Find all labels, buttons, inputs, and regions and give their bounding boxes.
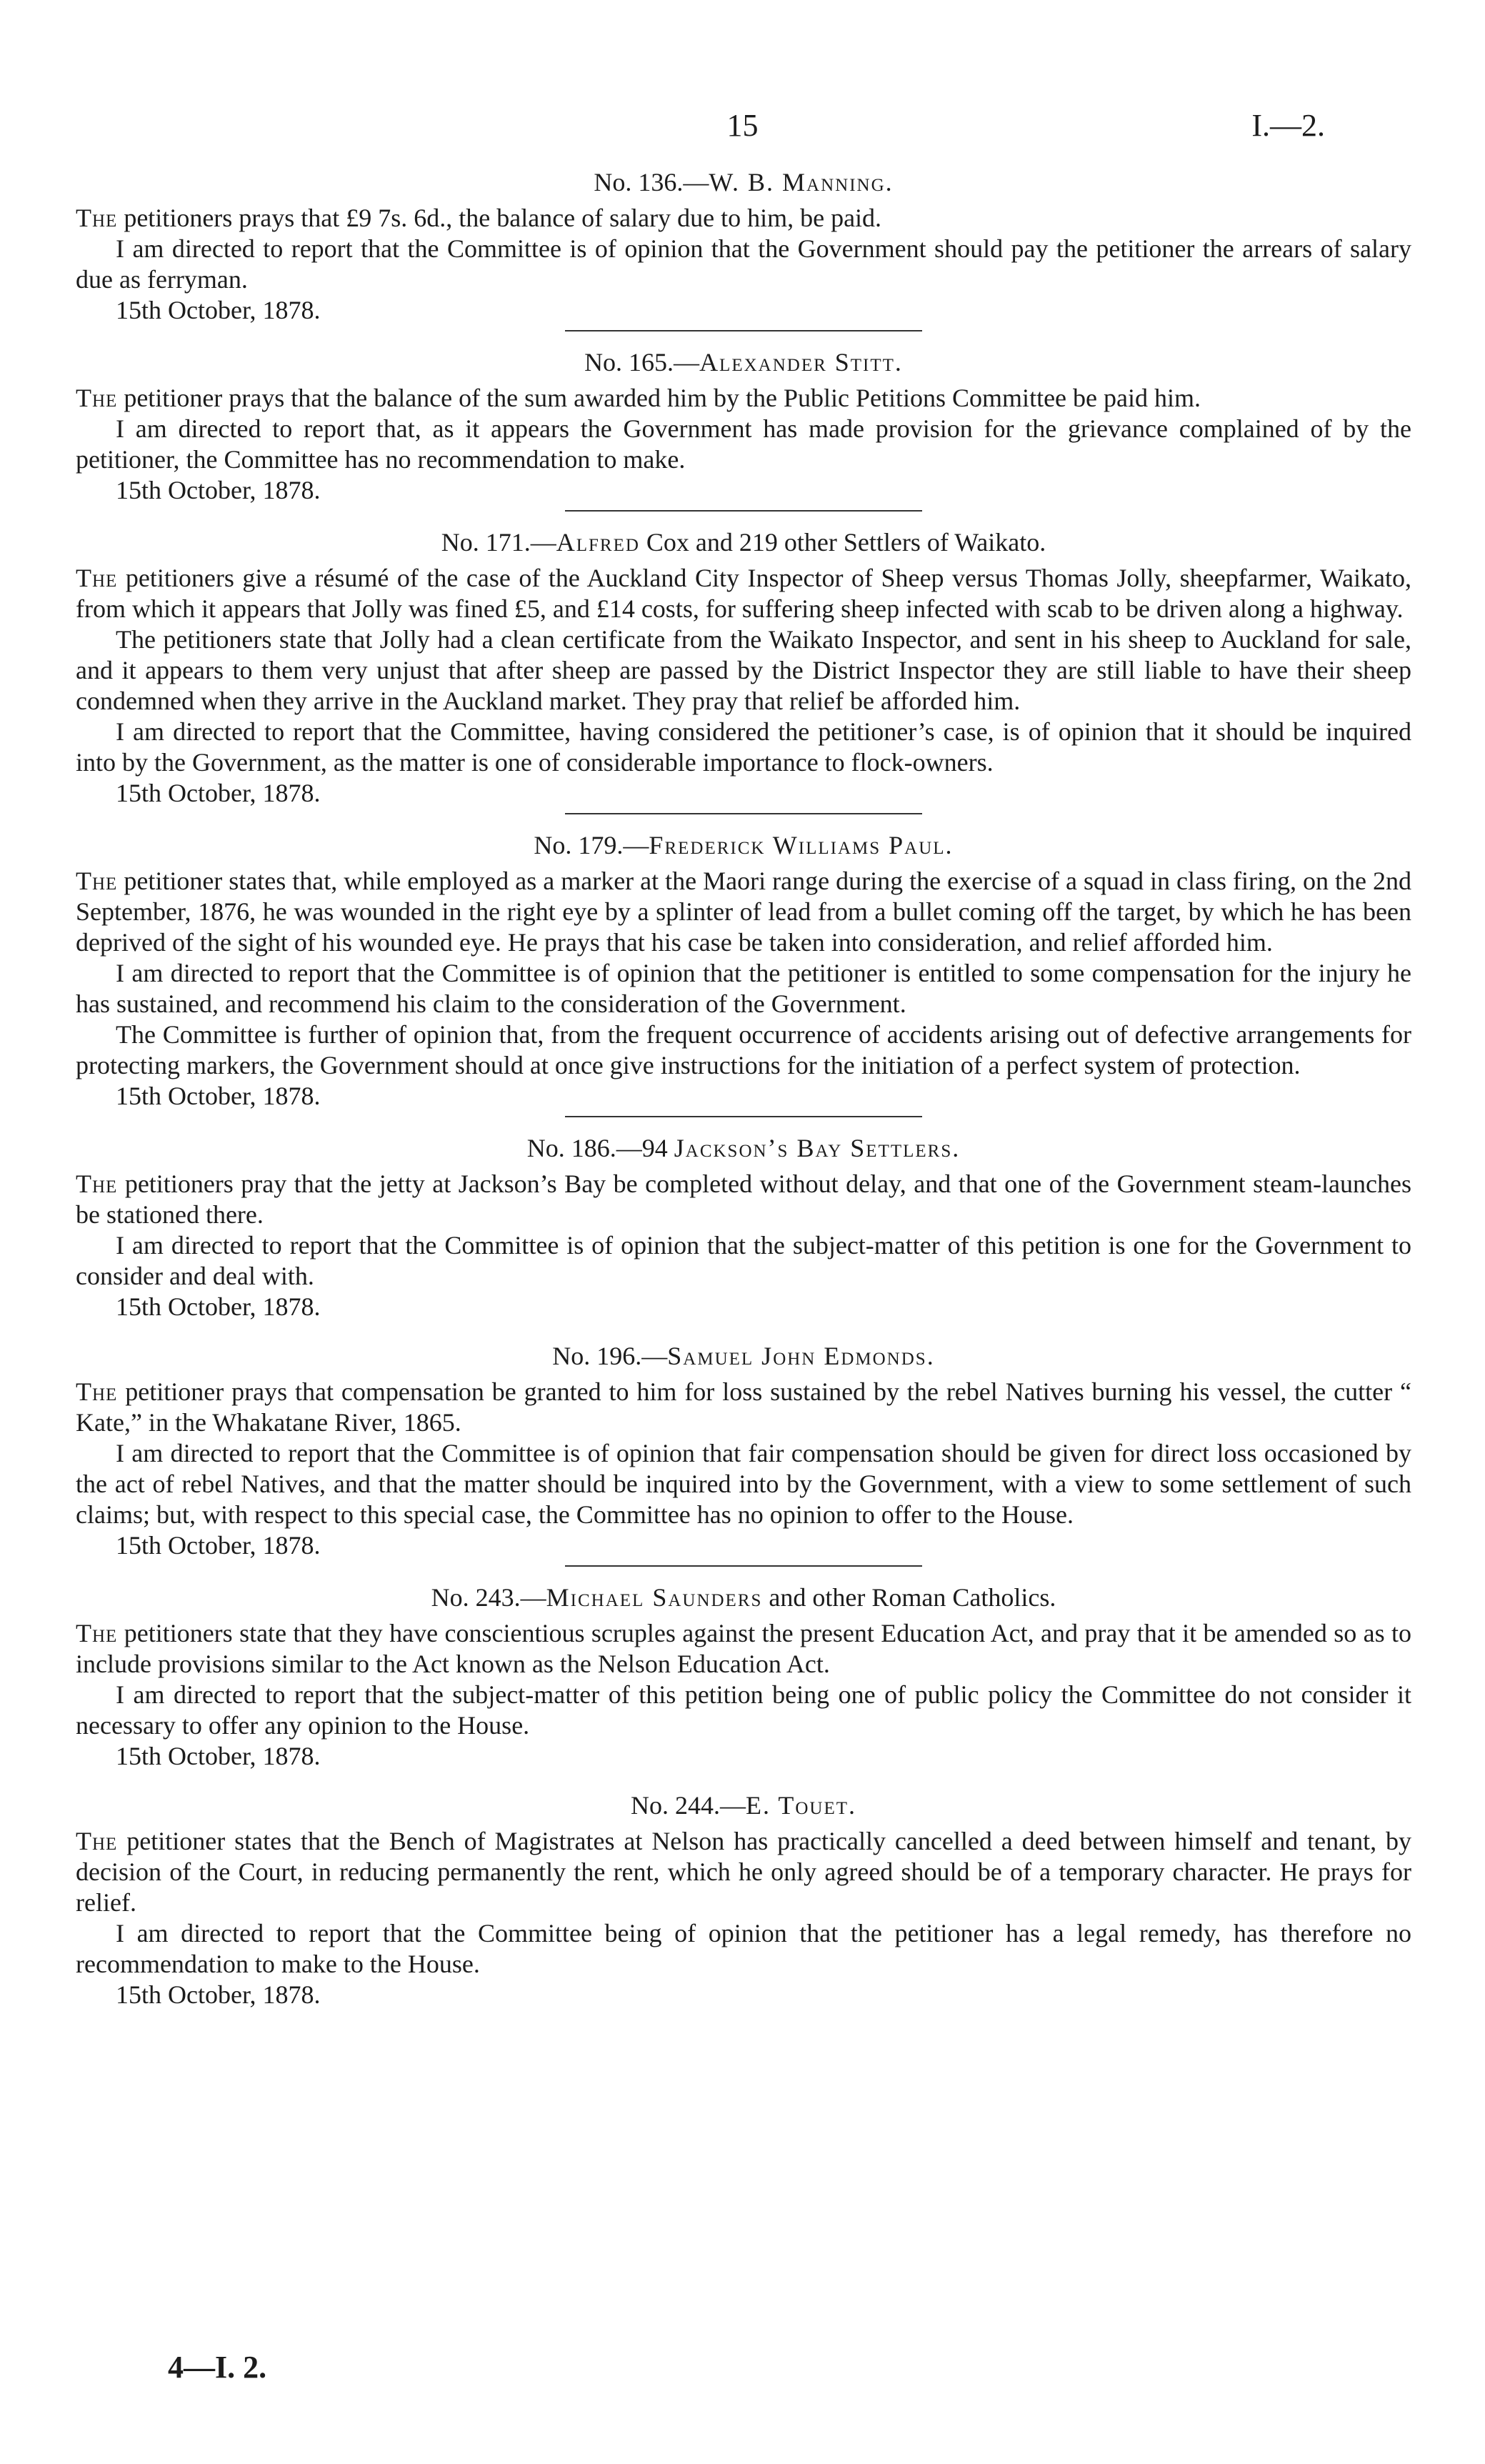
committee-report: I am directed to report that the Committee is of opinion that fair compensation should be given for direct loss occasioned by the act of rebel Natives, and that the matter should be inquired into by the Government, with a view to some settlement of such claims; but, with respect to this special case, the Committee has no opinion to offer to the House.	[76, 1439, 1411, 1529]
committee-report: I am directed to report that the Committee is of opinion that the petitioner is entitled to some compensation for the injury he has sustained, and recommend his claim to the consideration of the Government.	[76, 959, 1411, 1018]
petition-section	[76, 829, 1411, 1117]
paragraph-text: petitioners pray that the jetty at Jackson’s Bay be completed without delay, and that one of the Government steam-launches be stationed there.	[76, 1169, 1411, 1229]
section-divider	[565, 510, 922, 512]
committee-report: The Committee is further of opinion that, from the frequent occurrence of accidents arising out of defective arrangements for protecting markers, the Government should at once give instructions for the initiation of a perfect system of protection.	[76, 1020, 1411, 1079]
section-divider	[565, 1116, 922, 1117]
lead-word: The	[76, 1827, 118, 1855]
committee-report: I am directed to report that the subject-matter of this petition being one of public policy the Committee do not consider it necessary to offer any opinion to the House.	[76, 1680, 1411, 1740]
committee-report: I am directed to report that the Committee being of opinion that the petitioner has a legal remedy, has therefore no recommendation to make to the House.	[76, 1919, 1411, 1978]
petition-section	[76, 1340, 1411, 1567]
committee-report: I am directed to report that, as it appears the Government has made provision for the grievance complained of by the petitioner, the Committee has no recommendation to make.	[76, 414, 1411, 474]
paragraph-text: petitioner states that, while employed as a marker at the Maori range during the exercise of a squad in class firing, on the 2nd September, 1876, he was wounded in the right eye by a splinter of lead from a bullet coming off the target, by which he has been deprived of the sight of his wounded eye. He prays that his case be taken into consideration, and relief afforded him.	[76, 867, 1411, 957]
paragraph-text: petitioner prays that the balance of the sum awarded him by the Public Petitions Committee be paid him.	[117, 384, 1201, 412]
committee-report: I am directed to report that the Committee is of opinion that the Government should pay the petitioner the arrears of salary due as ferryman.	[76, 234, 1411, 294]
petition-title	[76, 1132, 1411, 1164]
petition-title	[76, 829, 1411, 862]
petition-title	[76, 166, 1411, 199]
section-divider	[565, 1565, 922, 1567]
report-date: 15th October, 1878.	[116, 1980, 321, 2009]
petitioner-name: Alfred	[556, 528, 640, 557]
paragraph-text: petitioner prays that compensation be granted to him for loss sustained by the rebel Natives burning his vessel, the cutter “ Kate,” in the Whakatane River, 1865.	[76, 1377, 1411, 1437]
report-date: 15th October, 1878.	[116, 476, 321, 504]
lead-word: The	[76, 1169, 118, 1198]
petitioner-name: Frederick Williams Paul.	[649, 831, 954, 859]
report-date: 15th October, 1878.	[116, 1082, 321, 1110]
petition-summary	[76, 383, 1411, 414]
petition-number: No. 196.—	[552, 1342, 668, 1370]
section-divider	[565, 330, 922, 331]
petition-summary	[76, 866, 1411, 958]
petition-number: No. 244.—	[631, 1791, 746, 1820]
petition-section	[76, 1789, 1411, 2010]
petition-title	[76, 1340, 1411, 1372]
report-date: 15th October, 1878.	[116, 779, 321, 807]
petition-summary	[76, 563, 1411, 624]
petition-title	[76, 526, 1411, 559]
report-date: 15th October, 1878.	[116, 1531, 321, 1560]
petition-number: No. 179.—	[534, 831, 649, 859]
petition-summary	[76, 1826, 1411, 1918]
petition-summary	[76, 203, 1411, 234]
petitions-column	[76, 166, 1411, 2010]
paragraph-text: petitioner states that the Bench of Magistrates at Nelson has practically cancelled a deed between himself and tenant, by decision of the Court, in reducing permanently the rent, which he only agreed should be of a temporary character. He prays for relief.	[76, 1827, 1411, 1917]
page-number: 15	[726, 108, 759, 143]
lead-word: The	[76, 1377, 118, 1406]
petitioner-name: Alexander Stitt.	[699, 348, 903, 376]
lead-word: The	[76, 867, 118, 895]
lead-word: The	[76, 384, 118, 412]
petition-title	[76, 1581, 1411, 1614]
paragraph-text: petitioners give a résumé of the case of the Auckland City Inspector of Sheep versus Thomas Jolly, sheepfarmer, Waikato, from which it appears that Jolly was fined £5, and £14 costs, for suffering sheep infected with scab to be driven along a highway.	[76, 564, 1411, 623]
section-divider	[76, 1322, 1411, 1340]
petitioner-name-suffix: and other Roman Catholics.	[762, 1583, 1056, 1612]
petition-summary	[76, 1618, 1411, 1680]
petitioner-name: W. B. Manning.	[709, 168, 894, 196]
petitioner-name: Samuel John Edmonds.	[667, 1342, 935, 1370]
petitioner-name: Jackson’s Bay Settlers.	[674, 1134, 961, 1162]
petition-number: No. 171.—	[441, 528, 556, 557]
printer-signature: 4—I. 2.	[168, 2350, 267, 2385]
petition-section	[76, 1132, 1411, 1340]
committee-report: The petitioners state that Jolly had a clean certificate from the Waikato Inspector, and sent in his sheep to Auckland for sale, and it appears to them very unjust that after sheep are passed by the District Inspector they are still liable to have their sheep condemned when they arrive in the Auckland market. They pray that relief be afforded him.	[76, 625, 1411, 715]
petition-title	[76, 1789, 1411, 1822]
committee-report: I am directed to report that the Committee is of opinion that the subject-matter of this petition is one for the Government to consider and deal with.	[76, 1231, 1411, 1290]
section-divider	[565, 813, 922, 814]
petitioner-name-suffix: Cox and 219 other Settlers of Waikato.	[639, 528, 1046, 557]
petition-section	[76, 346, 1411, 512]
report-date: 15th October, 1878.	[116, 1742, 321, 1770]
report-date: 15th October, 1878.	[116, 296, 321, 324]
petition-number: No. 243.—	[431, 1583, 546, 1612]
petition-summary	[76, 1169, 1411, 1230]
lead-word: The	[76, 1619, 118, 1647]
petition-number: No. 186.—94	[526, 1134, 674, 1162]
lead-word: The	[76, 204, 118, 232]
petition-number: No. 136.—	[594, 168, 709, 196]
petitioner-name: Michael Saunders	[546, 1583, 763, 1612]
lead-word: The	[76, 564, 118, 592]
petition-section	[76, 166, 1411, 331]
report-date: 15th October, 1878.	[116, 1292, 321, 1321]
paragraph-text: petitioners prays that £9 7s. 6d., the balance of salary due to him, be paid.	[117, 204, 882, 232]
petition-section	[76, 526, 1411, 814]
petition-section	[76, 1581, 1411, 1789]
section-divider	[76, 1772, 1411, 1789]
committee-report: I am directed to report that the Committee, having considered the petitioner’s case, is of opinion that it should be inquired into by the Government, as the matter is one of considerable importance to flock-owners.	[76, 717, 1411, 777]
petition-number: No. 165.—	[584, 348, 700, 376]
petitioner-name: E. Touet.	[746, 1791, 856, 1820]
document-reference: I.—2.	[1251, 108, 1325, 143]
petition-title	[76, 346, 1411, 379]
petition-summary	[76, 1377, 1411, 1438]
paragraph-text: petitioners state that they have conscientious scruples against the present Education Act, and pray that it be amended so as to include provisions similar to the Act known as the Nelson Education Act.	[76, 1619, 1411, 1678]
